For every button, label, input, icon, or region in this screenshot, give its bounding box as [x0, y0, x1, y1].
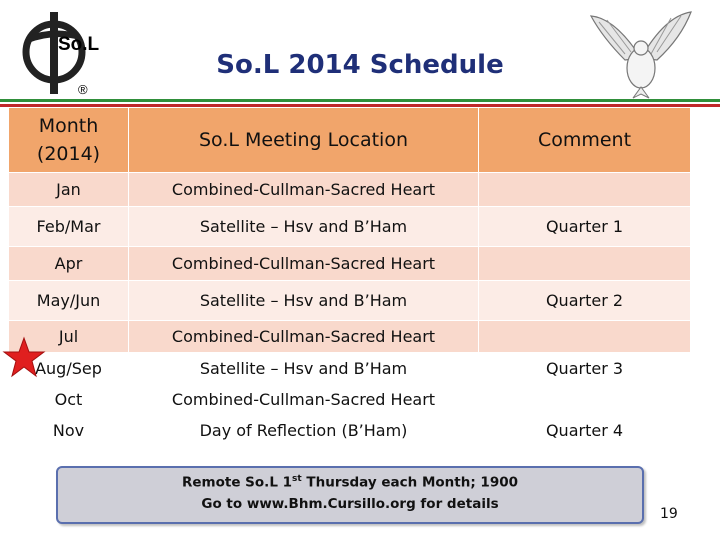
remote-info-box: [56, 466, 644, 524]
table-row: [9, 173, 691, 207]
row-month: Aug/Sep: [9, 353, 129, 385]
table-row: [9, 247, 691, 281]
table-row: [9, 353, 691, 385]
dove-icon: [585, 8, 697, 100]
row-location: Combined-Cullman-Sacred Heart: [129, 385, 479, 415]
row-comment: Quarter 3: [479, 353, 691, 385]
page-title: So.L 2014 Schedule: [216, 50, 504, 80]
table-row: [9, 415, 691, 447]
row-comment: Quarter 4: [479, 415, 691, 447]
row-comment: [479, 385, 691, 415]
row-month: Apr: [9, 247, 129, 281]
row-location: Satellite – Hsv and B’Ham: [129, 353, 479, 385]
row-comment: Quarter 1: [479, 207, 691, 247]
row-month: Jul: [9, 321, 129, 353]
header-month: [9, 108, 129, 173]
row-month: May/Jun: [9, 281, 129, 321]
table-header-row: [9, 108, 691, 173]
header-comment: Comment: [479, 108, 691, 173]
page-number: 19: [660, 506, 678, 522]
row-location: Day of Reflection (B’Ham): [129, 415, 479, 447]
row-location: Combined-Cullman-Sacred Heart: [129, 247, 479, 281]
row-location: Combined-Cullman-Sacred Heart: [129, 321, 479, 353]
table-row: [9, 385, 691, 415]
remote-line-1-post: Thursday each Month; 1900: [301, 474, 519, 491]
header-month-line1: Month: [38, 115, 99, 137]
table-row: [9, 207, 691, 247]
table-row: [9, 281, 691, 321]
row-month: Feb/Mar: [9, 207, 129, 247]
row-comment: Quarter 2: [479, 281, 691, 321]
remote-line-1-pre: Remote So.L 1: [181, 474, 293, 491]
row-location: Combined-Cullman-Sacred Heart: [129, 173, 479, 207]
header-month-line2: (2014): [36, 143, 101, 165]
row-month: Nov: [9, 415, 129, 447]
remote-line-2: Go to www.Bhm.Cursillo.org for details: [201, 496, 499, 512]
logo-text: So.L: [58, 34, 100, 55]
row-comment: [479, 173, 691, 207]
registered-mark: ®: [78, 82, 88, 97]
row-location: Satellite – Hsv and B’Ham: [129, 207, 479, 247]
remote-line-1: [58, 474, 642, 491]
remote-line-1-sup: st: [292, 474, 302, 484]
row-month: Oct: [9, 385, 129, 415]
table-row: [9, 321, 691, 353]
row-location: Satellite – Hsv and B’Ham: [129, 281, 479, 321]
star-icon: [2, 336, 46, 380]
row-comment: [479, 247, 691, 281]
row-month: Jan: [9, 173, 129, 207]
schedule-table: [8, 107, 691, 447]
row-comment: [479, 321, 691, 353]
header-location: So.L Meeting Location: [129, 108, 479, 173]
